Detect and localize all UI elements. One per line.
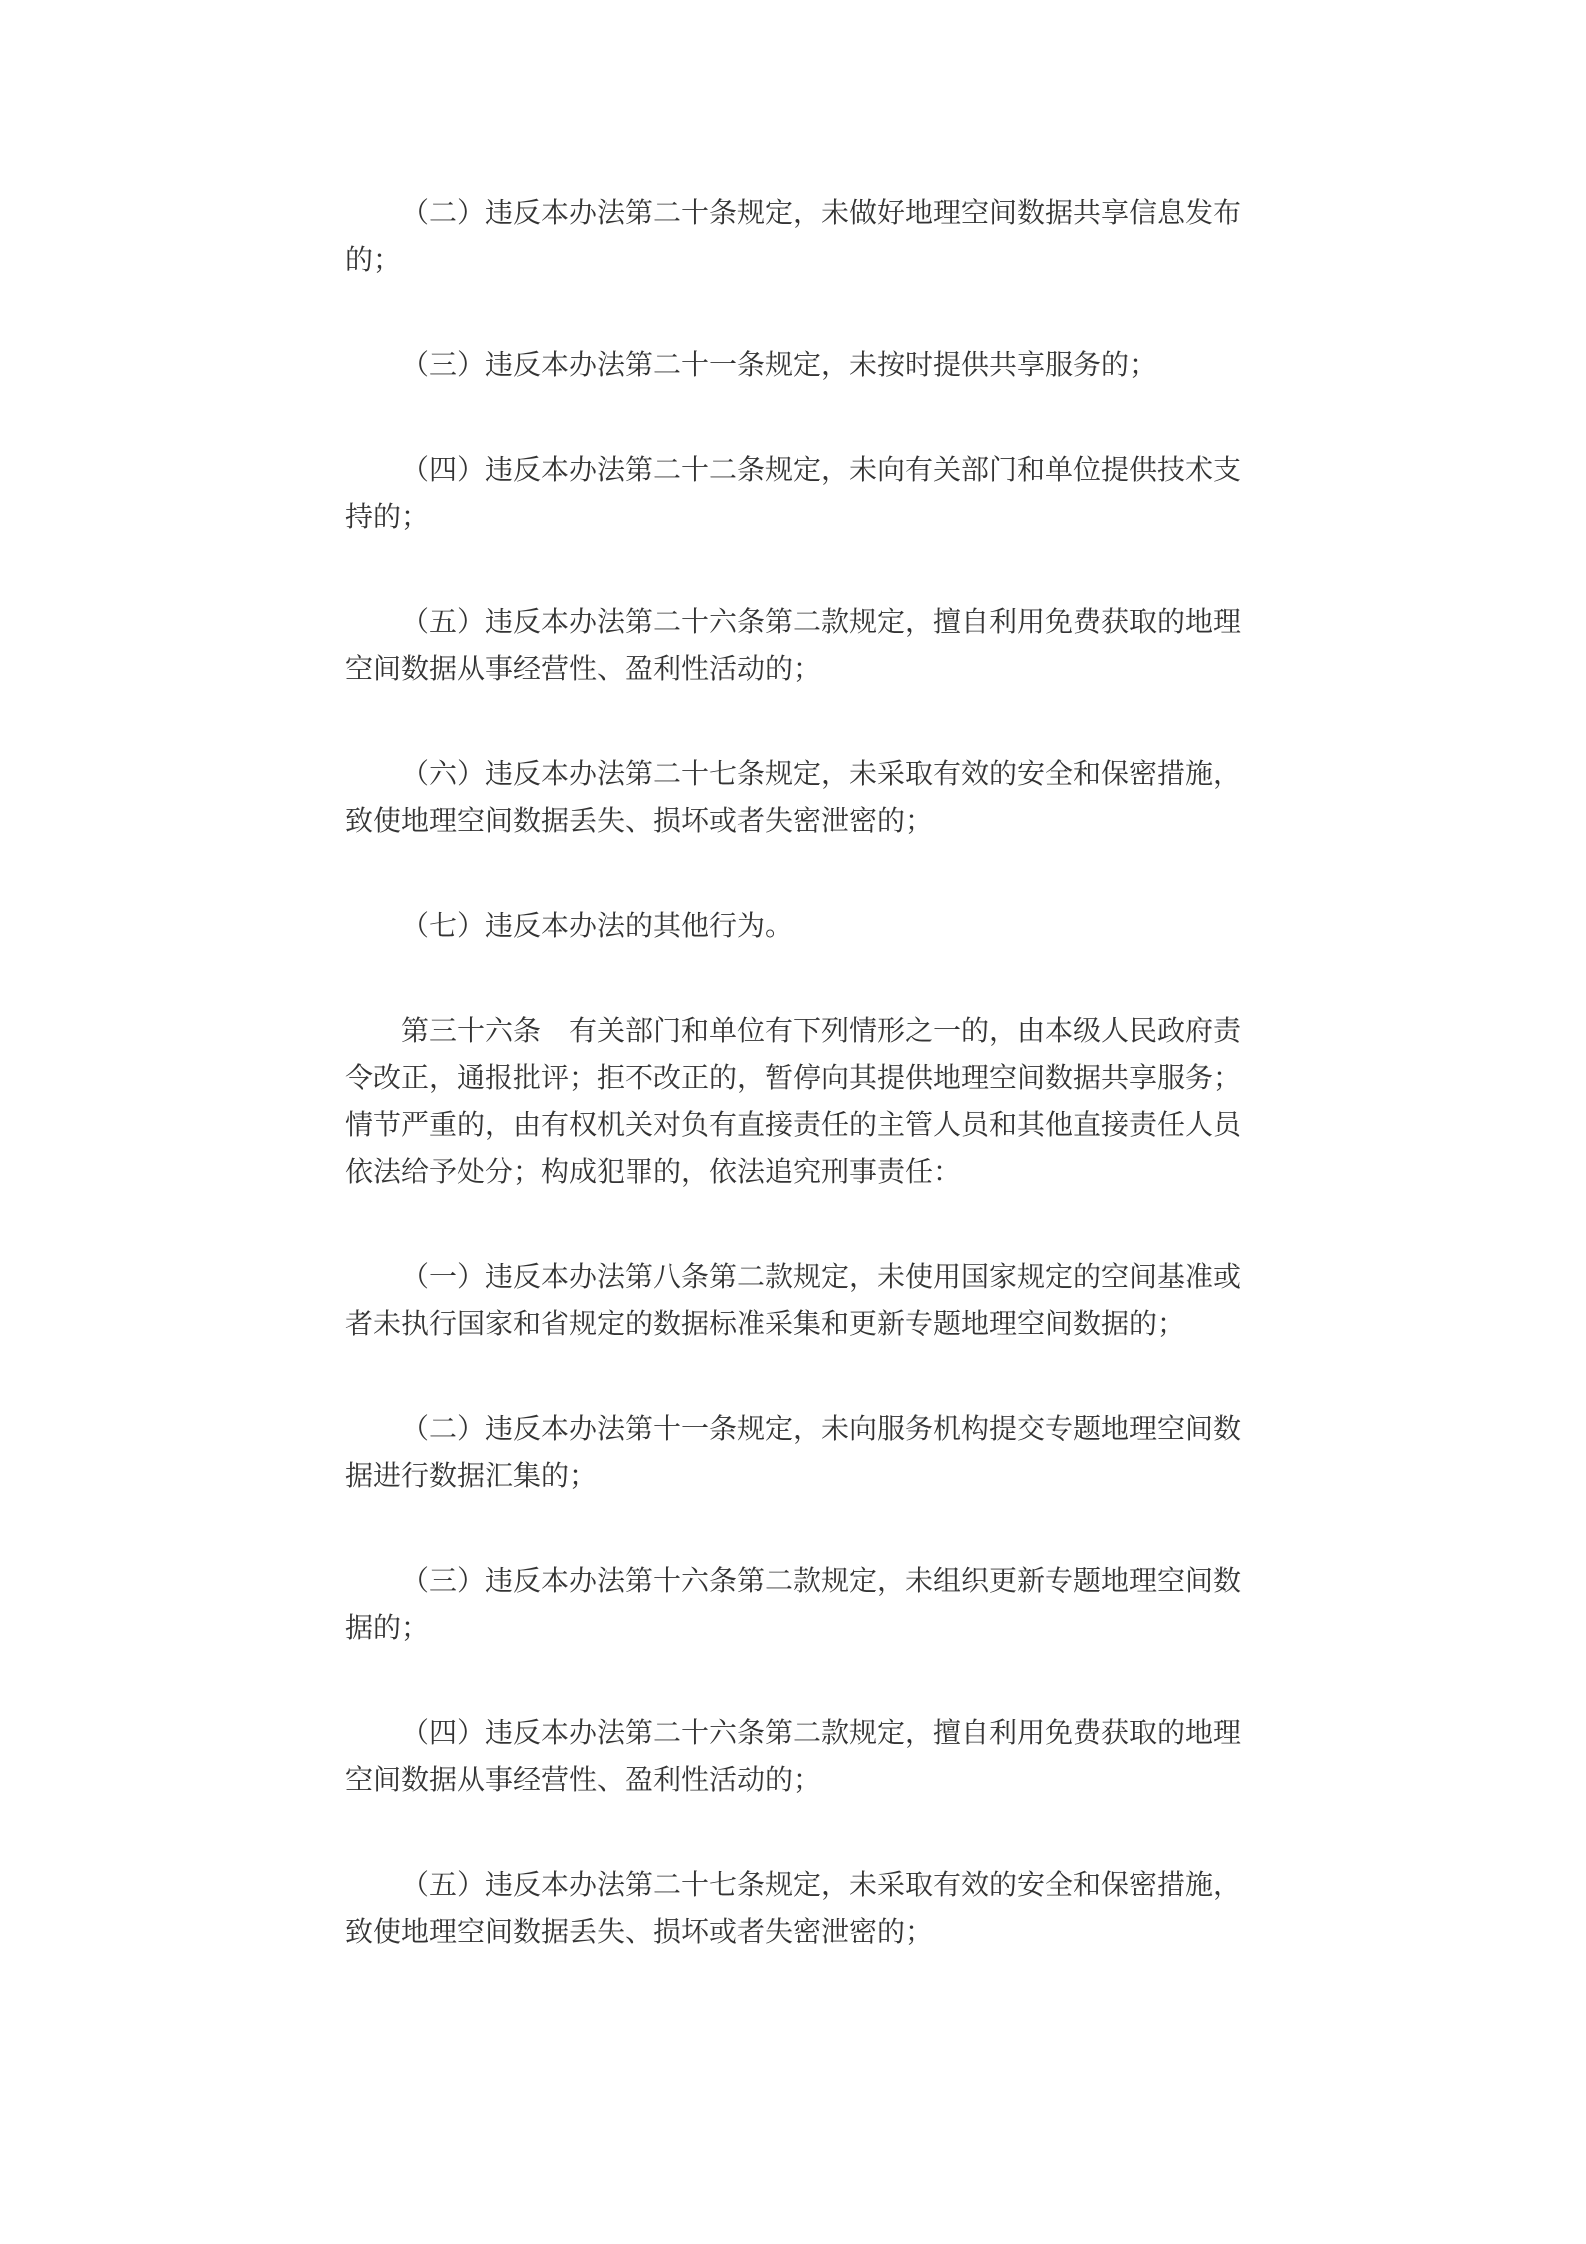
clause-paragraph: （七）违反本办法的其他行为。: [401, 911, 794, 942]
clause-paragraph: （五）违反本办法第二十六条第二款规定，擅自利用免费获取的地理空间数据从事经营性、盈利性活动的；: [345, 607, 1242, 685]
article-36-paragraph: 第三十六条 有关部门和单位有下列情形之一的，由本级人民政府责令改正，通报批评；拒不改正的，暂停向其提供地理空间数据共享服务；情节严重的，由有权机关对负有直接责任的主管人员和其他直接责任人员依法给予处分；构成犯罪的，依法追究刑事责任：: [345, 1016, 1242, 1188]
clause-paragraph: （二）违反本办法第十一条规定，未向服务机构提交专题地理空间数据进行数据汇集的；: [345, 1414, 1242, 1492]
clause-paragraph: （二）违反本办法第二十条规定，未做好地理空间数据共享信息发布的；: [345, 198, 1242, 276]
clause-paragraph: （六）违反本办法第二十七条规定，未采取有效的安全和保密措施，致使地理空间数据丢失、损坏或者失密泄密的；: [345, 759, 1242, 837]
clause-paragraph: （四）违反本办法第二十二条规定，未向有关部门和单位提供技术支持的；: [345, 455, 1242, 533]
clause-paragraph: （三）违反本办法第十六条第二款规定，未组织更新专题地理空间数据的；: [345, 1566, 1242, 1644]
clause-paragraph: （五）违反本办法第二十七条规定，未采取有效的安全和保密措施，致使地理空间数据丢失、损坏或者失密泄密的；: [345, 1870, 1242, 1948]
clause-paragraph: （四）违反本办法第二十六条第二款规定，擅自利用免费获取的地理空间数据从事经营性、盈利性活动的；: [345, 1718, 1242, 1796]
clause-paragraph: （一）违反本办法第八条第二款规定，未使用国家规定的空间基准或者未执行国家和省规定的数据标准采集和更新专题地理空间数据的；: [345, 1262, 1242, 1340]
document-text-block: [345, 190, 1241, 1956]
clause-paragraph: （三）违反本办法第二十一条规定，未按时提供共享服务的；: [401, 350, 1158, 381]
